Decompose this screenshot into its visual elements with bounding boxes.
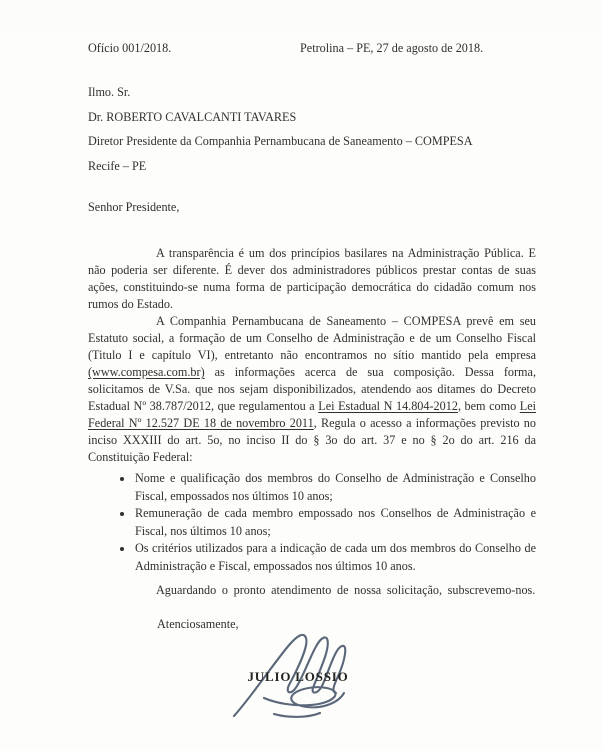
signature-name: JULIO LOSSIO: [247, 669, 349, 684]
request-bullet-list: [88, 470, 536, 575]
paragraph-compesa-request: [88, 313, 536, 466]
paragraph-transparency: A transparência é um dos princípios basilares na Administração Pública. E não poderia ser diferente. É dever dos administradores públicos prestar contas de suas ações, constituindo-se numa forma de participação democrática do cidadão comum nos rumos do Estado.: [88, 246, 536, 311]
recipient-honorific: Ilmo. Sr.: [88, 85, 131, 99]
recipient-block: [88, 80, 536, 178]
dateline: Petrolina – PE, 27 de agosto de 2018.: [300, 41, 484, 55]
letter-header-row: [88, 40, 536, 57]
bullet-item-remuneration: • Remuneração de cada membro empossado nos Conselhos de Administração e Fiscal, nos últimos 10 anos;: [134, 505, 536, 540]
bullet-item-names: • Nome e qualificação dos membros do Conselho de Administração e Conselho Fiscal, empossados nos últimos 10 anos;: [134, 470, 536, 505]
lei-estadual-link: Lei Estadual N 14.804-2012: [318, 399, 458, 413]
compesa-url-link: (www.compesa.com.br): [88, 365, 205, 379]
recipient-city: Recife – PE: [88, 158, 147, 173]
closing-request: Aguardando o pronto atendimento de nossa solicitação, subscrevemo-nos.: [156, 583, 536, 597]
paragraph2-text: , bem como: [457, 399, 520, 413]
signature-block: [228, 630, 368, 730]
recipient-title: Diretor Presidente da Companhia Pernambucana de Saneamento – COMPESA: [88, 134, 473, 148]
paragraph2-text: , Regula o acesso a informações previsto no inciso XXXIII do art. 5o, no inciso II do § 3o do art. 37 e no § 2o do art. 216 da Constituição Federal:: [88, 416, 536, 464]
bullet-item-criteria: • Os critérios utilizados para a indicação de cada um dos membros do Conselho de Administração e Fiscal, empossados nos últimos 10 anos.: [134, 540, 536, 575]
letter-content: [88, 40, 536, 633]
lei-federal-link: Lei Federal Nº 12.527 DE 18 de novembro 2011: [88, 399, 536, 430]
paragraph2-text: as informações acerca de sua composição. Dessa forma, solicitamos de V.Sa. que nos sejam disponibilizados, atendendo aos ditames do Decreto Estadual Nº 38.787/2012, que regulamentou a: [88, 365, 536, 413]
oficio-reference: Ofício 001/2018.: [88, 41, 172, 55]
closing-salutation: Atenciosamente,: [157, 617, 239, 631]
recipient-name: Dr. ROBERTO CAVALCANTI TAVARES: [88, 109, 297, 124]
paragraph2-text: A Companhia Pernambucana de Saneamento – COMPESA prevê em seu Estatuto social, a formação de um Conselho de Administração e de um Conselho Fiscal (Titulo I e capítulo VI), entretanto não encontramos no sítio mantido pela empresa: [88, 314, 536, 362]
greeting: Senhor Presidente,: [88, 200, 180, 214]
